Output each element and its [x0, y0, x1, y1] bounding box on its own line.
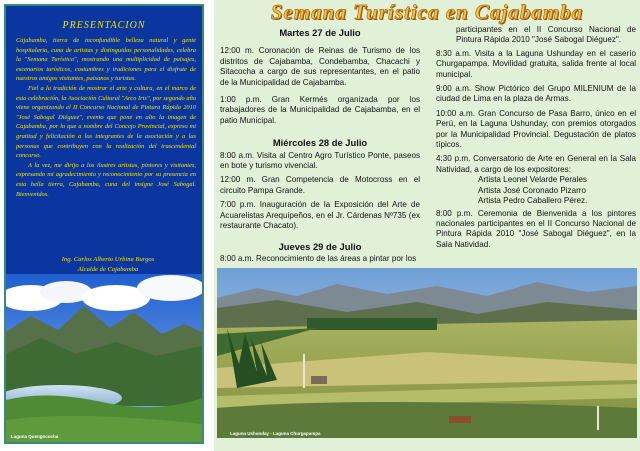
valley-photo: [217, 268, 637, 438]
schedule-item: [220, 151, 420, 172]
schedule-item: [220, 200, 420, 231]
schedule-item: [220, 46, 420, 88]
day-heading: Jueves 29 de Julio: [278, 240, 362, 252]
banner: [214, 0, 640, 26]
right-photo-caption: Laguna Ushunday - Laguna Churgapampa: [230, 431, 321, 436]
presentation-paragraph: Fiel a la tradición de mostrar el arte y cultura, en el marco de esta celebración, la Asociación Cultural "Arco Iris", por segundo año viene organizando el II Concurso Nacional de Pintura Rápida 2010 "José Sabogal Diéguez", evento que pone en alto la imagen de Cajabamba, por lo que a nombre del Concejo Provincial, expreso mi gratitud y felicitación a los integrantes de la asociación y a las personas que contribuyen con la realización del trascendental concurso.: [16, 84, 196, 160]
event-text: Inauguración de la Exposición del Arte de Acuarelistas Arequipeños, en el Jr. Cárdenas Nº735 (ex restaurante Chacato).: [220, 200, 421, 231]
speaker-name: Artista José Coronado Pizarro: [478, 185, 586, 195]
speaker-name: Artista Leonel Velarde Perales: [478, 175, 587, 185]
left-photo-caption: Laguna Quengococha: [11, 434, 59, 439]
presentation-paragraph: Cajabamba, tierra de inconfundible belleza natural y gente hospitalaria, cuna de artistas y distinguidas personalidades, celebra la "Semana Turística", mostrando una multiplicidad de paisajes, escenarios turísticos, costumbres y tradiciones para el disfrute de nuestros amigos visitantes, paisanos y turistas.: [16, 37, 196, 83]
schedule-column-left: [220, 28, 420, 264]
event-time: 8:30 a.m.: [436, 48, 472, 58]
event-text: Gran Kermés organizada por los trabajadores de la Municipalidad de Cajabamba, en el patio Municipal.: [220, 95, 421, 125]
event-text: Conversatorio de Arte en General en la Sala Natividad, a cargo de los expositores:: [436, 154, 637, 174]
event-text: Ceremonia de Bienvenida a los pintores nacionales participantes en el II Concurso Nacional de Pintura Rápida 2010 "José Sabogal Diéguez", en la Sala Natividad.: [436, 208, 637, 249]
schedule-item: [436, 49, 636, 80]
banner-title: Semana Turística en Cajabamba: [270, 0, 584, 24]
event-time: 8:00 p.m.: [436, 208, 473, 218]
event-time: 10:00 a.m.: [436, 108, 476, 118]
schedule-column-right: [436, 25, 636, 250]
schedule-item: [220, 95, 420, 126]
presentation-title: PRESENTACION: [62, 20, 146, 31]
program-panel: [214, 0, 640, 451]
event-time: 4:30 p.m.: [436, 154, 471, 164]
event-time: 1:00 p.m.: [220, 95, 262, 105]
presentation-paragraph: A la vez, me dirijo a los ilustres artistas, pintores y visitantes, expresando mi agradecimiento y reconocimiento por su presencia en esta bella tierra, Cajabamba, cuna del insigne José Sabogal. Bienvenidos.: [16, 161, 196, 198]
event-text: Gran Competencia de Motocross en el circuito Pampa Grande.: [220, 175, 421, 195]
event-time: 12:00 m.: [220, 175, 256, 185]
signature-name: Ing. Carlos Alberto Urbina Burgos: [61, 256, 155, 263]
event-text: Reconocimiento de las áreas a pintar por los: [256, 253, 417, 263]
presentation-body: [16, 36, 196, 199]
event-text: Visita al Centro Agro Turístico Ponte, paseos en bote y turismo vivencial.: [220, 150, 421, 171]
event-time: 7:00 p.m.: [220, 200, 256, 210]
event-text: Visita a la Laguna Ushunday en el caserío Churgapampa. Movilidad gratuita, salida frente al local municipal.: [436, 48, 636, 79]
day-heading: Miércoles 28 de Julio: [272, 137, 368, 149]
event-time: 8:00 a.m.: [220, 253, 254, 263]
event-time: 9:00 a.m.: [436, 84, 472, 94]
schedule-continuation: participantes en el II Concurso Nacional de Pintura Rápida 2010 "José Sabogal Diéguez".: [456, 25, 636, 45]
schedule-item: [436, 84, 636, 105]
event-text: Gran Concurso de Pasa Barro, único en el Perú, en la Laguna Ushunday, con premios otorgados por la Municipalidad Provincial. Degustación de platos típicos.: [436, 108, 636, 150]
event-text: Show Pictórico del Grupo MILENIUM de la ciudad de Lima en la plaza de Armas.: [436, 84, 636, 104]
event-time: 8:00 a.m.: [220, 150, 255, 160]
lagoon-photo: [6, 274, 202, 442]
schedule-item: [436, 209, 636, 251]
speaker-name: Artista Pedro Caballero Pérez.: [478, 196, 588, 206]
schedule-item: [220, 175, 420, 196]
event-time: 12:00 m.: [220, 46, 254, 56]
event-text: Coronación de Reinas de Turismo de los distritos de Cajabamba, Condebamba, Chacachi y Sitacocha a cargo de sus representantes, en el patio de la Municipalidad de Cajabamba.: [220, 46, 421, 87]
presentation-panel: [4, 4, 204, 444]
schedule-item: [436, 109, 636, 151]
schedule-item: [220, 254, 420, 264]
day-heading: Martes 27 de Julio: [279, 27, 361, 38]
signature-block: [28, 255, 188, 275]
signature-title: Alcalde de Cajabamba: [77, 266, 139, 273]
schedule-item: [436, 154, 636, 175]
